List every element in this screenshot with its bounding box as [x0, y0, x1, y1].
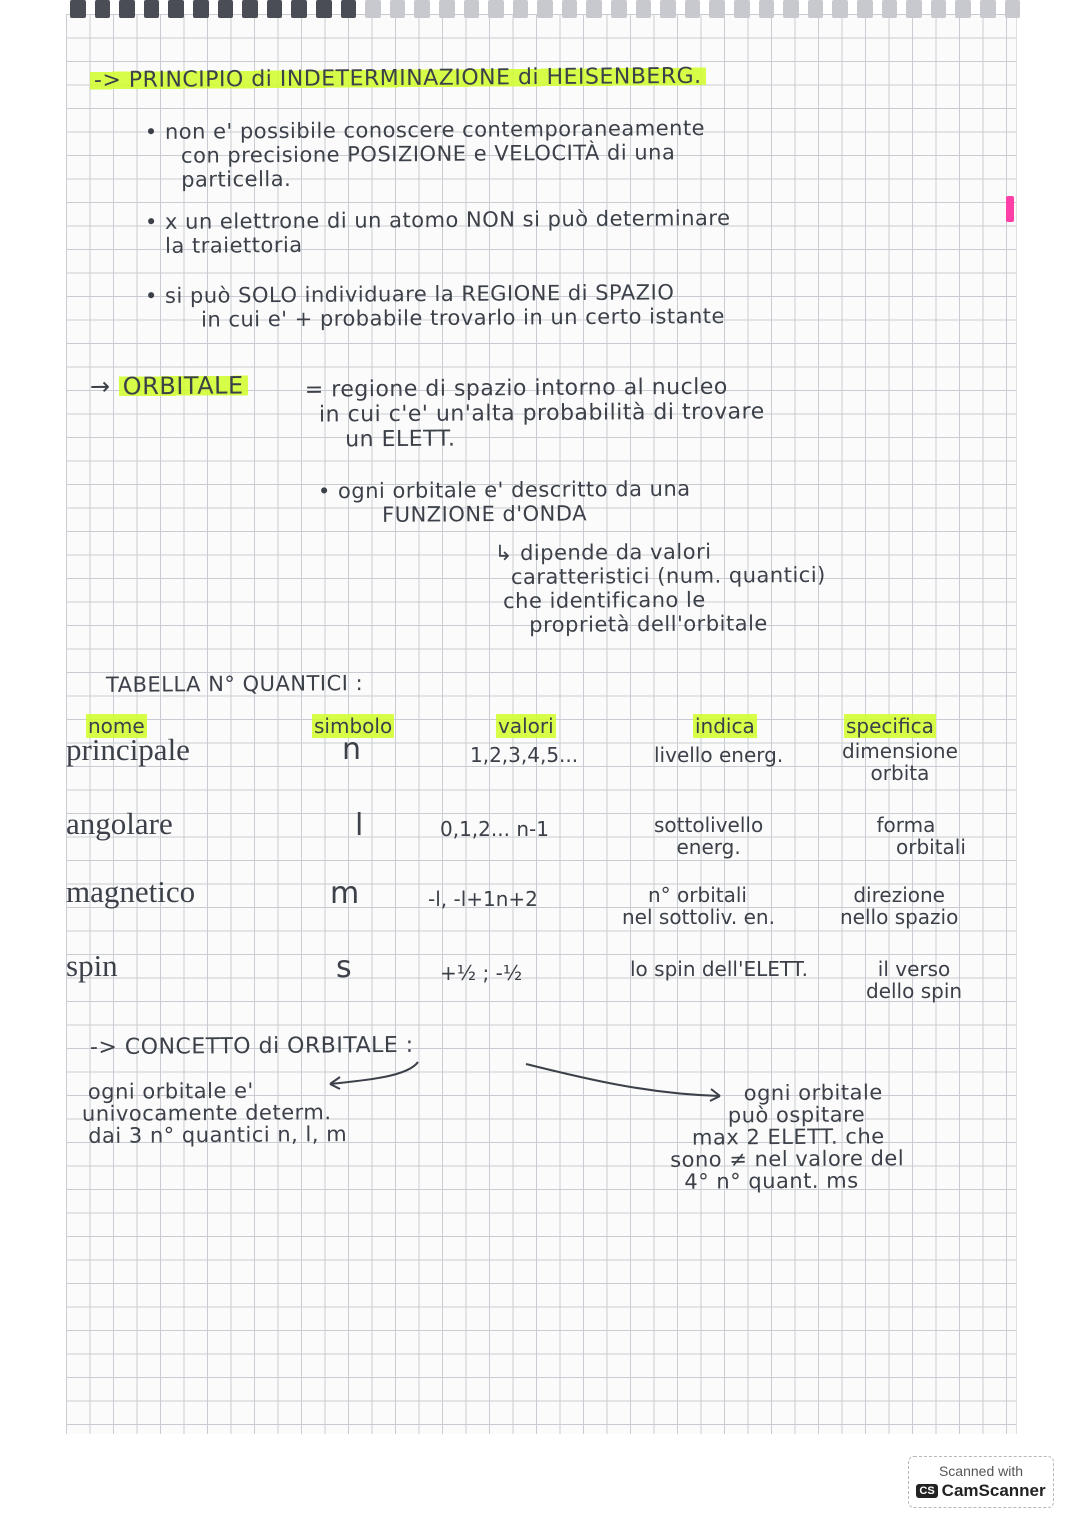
arrow-icon: →	[89, 372, 111, 401]
table-row-specifica: direzione nello spazio	[840, 883, 959, 929]
table-row-indica: livello energ.	[654, 743, 784, 767]
table-row-specifica: forma orbitali	[876, 813, 966, 859]
table-row-name: spin	[66, 948, 118, 983]
col-header-specifica: specifica	[846, 714, 934, 738]
table-row-values: 0,1,2... n-1	[440, 817, 549, 841]
table-row-symbol: s	[336, 950, 352, 985]
table-row-symbol: n	[342, 732, 362, 767]
table-row-symbol: m	[330, 876, 360, 911]
concetto-title: -> CONCETTO di ORBITALE :	[89, 1032, 414, 1061]
orbitale-wavefunction-note: ↳ dipende da valori caratteristici (num. quantici) che identificano le proprietà dell'orbitale	[494, 539, 826, 637]
camscanner-badge: Scanned with CS CamScanner	[908, 1456, 1054, 1508]
col-header-indica: indica	[695, 714, 755, 738]
camscanner-logo-icon: CS	[916, 1484, 937, 1498]
heisenberg-bullet-2: • x un elettrone di un atomo NON si può determinare la traiettoria	[144, 205, 731, 258]
col-header-simbolo: simbolo	[314, 714, 393, 738]
table-row-name: principale	[66, 732, 190, 767]
spiral-binding	[66, 0, 1020, 24]
heisenberg-bullet-1: • non e' possibile conoscere contemporaneamente con precisione POSIZIONE e VELOCITÀ di una particella.	[144, 116, 706, 192]
concetto-left-note: ogni orbitale e' univocamente determ. dai 3 n° quantici n, l, m	[81, 1078, 348, 1148]
table-title: TABELLA N° QUANTICI :	[105, 671, 364, 697]
table-row-values: +½ ; -½	[440, 961, 523, 985]
orbitale-term: → ORBITALE	[90, 371, 248, 400]
table-row-values: -l, -l+1n+2	[428, 887, 538, 911]
table-row-specifica: il verso dello spin	[866, 957, 963, 1003]
orbitale-definition: = regione di spazio intorno al nucleo in cui c'e' un'alta probabilità di trovare un ELETT.	[304, 374, 765, 453]
table-row-name: magnetico	[66, 874, 196, 909]
col-header-valori: valori	[498, 714, 554, 738]
concetto-right-note: ogni orbitale può ospitare max 2 ELETT. che sono ≠ nel valore del 4° n° quant. ms	[670, 1080, 905, 1194]
table-row-name: angolare	[66, 806, 173, 841]
table-row-symbol: l	[355, 808, 364, 843]
table-row-indica: lo spin dell'ELETT.	[630, 957, 808, 981]
table-row-values: 1,2,3,4,5...	[470, 743, 579, 767]
pink-marker	[1006, 196, 1014, 222]
col-header-nome: nome	[88, 714, 145, 738]
orbitale-bullet: • ogni orbitale e' descritto da una FUNZIONE d'ONDA	[317, 476, 691, 527]
heisenberg-title: -> PRINCIPIO di INDETERMINAZIONE di HEISENBERG.	[90, 64, 706, 93]
heisenberg-bullet-3: • si può SOLO individuare la REGIONE di SPAZIO in cui e' + probabile trovarlo in un certo istante	[144, 280, 725, 332]
table-row-indica: sottolivello energ.	[654, 813, 764, 859]
table-row-specifica: dimensione orbita	[842, 739, 958, 785]
table-row-indica: n° orbitali nel sottoliv. en.	[622, 883, 775, 929]
